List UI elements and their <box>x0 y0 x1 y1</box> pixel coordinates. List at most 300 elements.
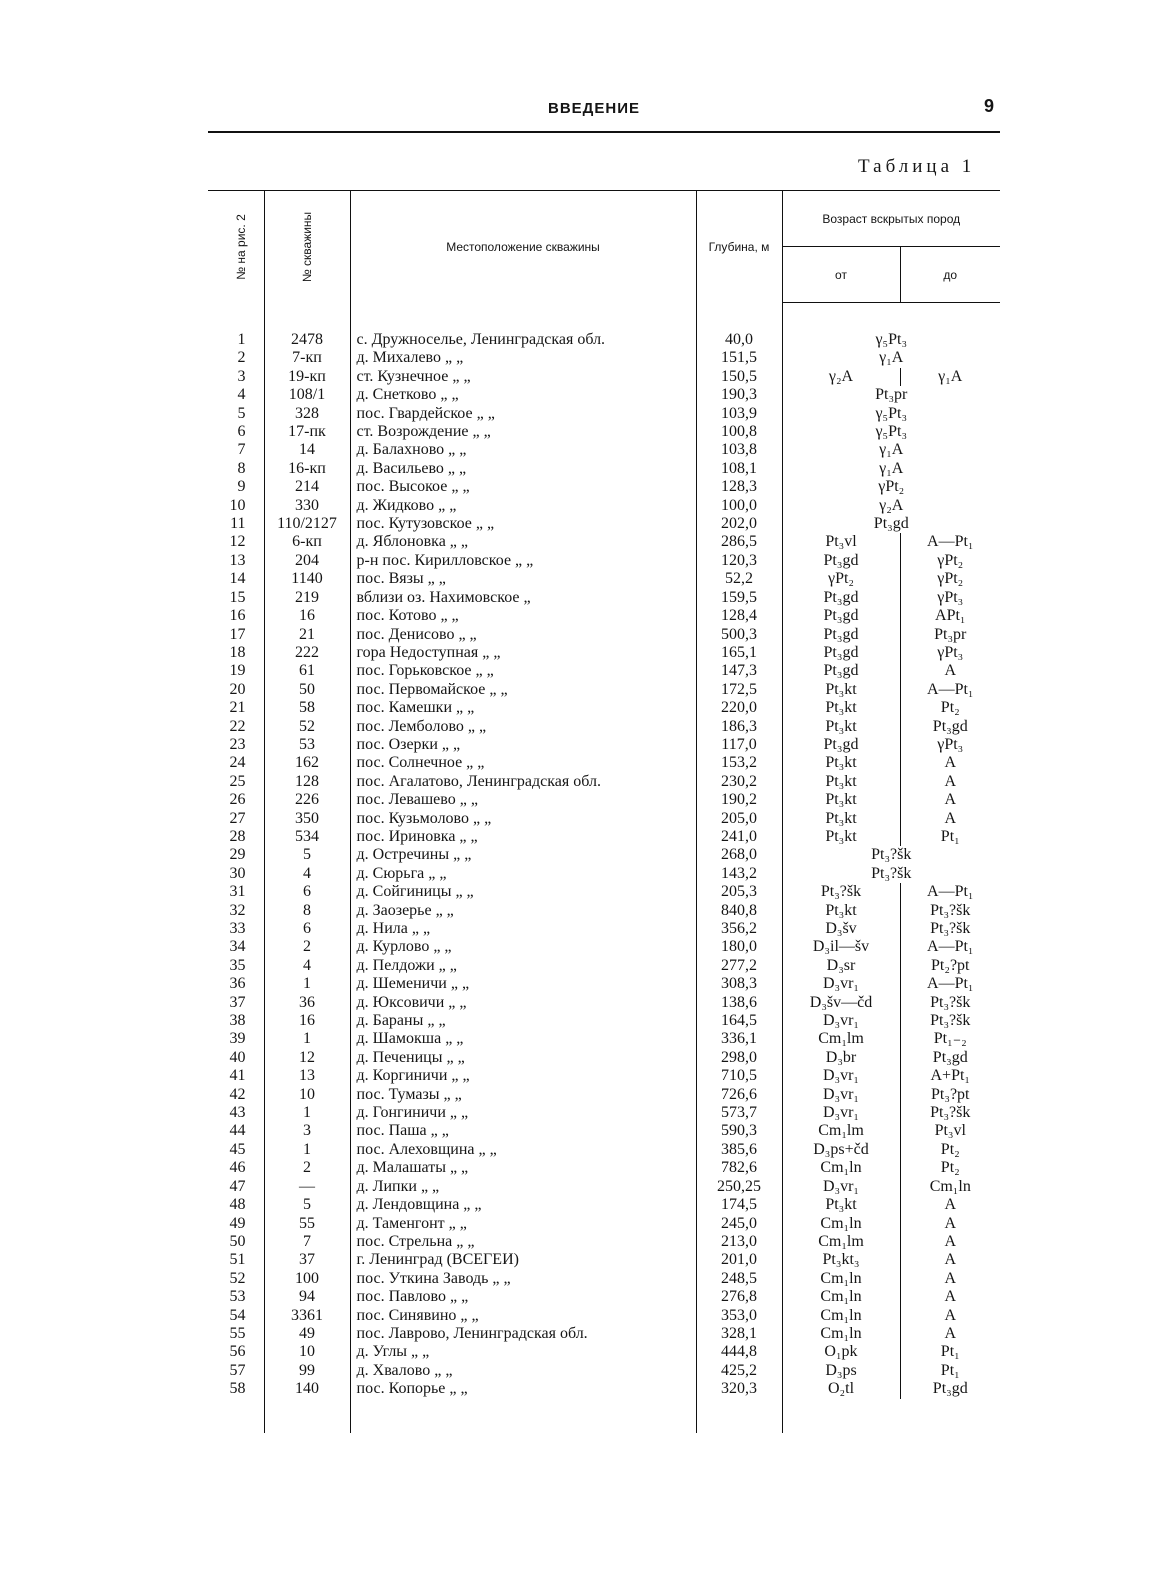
well-no-cell: 52 <box>264 718 350 736</box>
depth-cell: 268,0 <box>696 846 782 864</box>
fig-no-cell: 49 <box>208 1215 264 1233</box>
age-to-cell: A—Pt₁ <box>927 680 974 698</box>
location-cell: д. Сойгиницы „ „ <box>350 883 696 901</box>
depth-cell: 40,0 <box>696 331 782 349</box>
depth-cell: 590,3 <box>696 1122 782 1140</box>
location-cell: д. Снетково „ „ <box>350 386 696 404</box>
age-to-cell: Pt₁ <box>940 1343 960 1361</box>
age-from-cell: Pt₃gd <box>782 552 900 570</box>
well-no-cell: 6 <box>264 920 350 938</box>
depth-cell: 100,8 <box>696 423 782 441</box>
age-from-cell: O₂tl <box>782 1380 900 1398</box>
age-to-cell: γPt₂ <box>937 551 964 569</box>
age-to-cell: γ₁A <box>938 367 963 385</box>
age-cell: γPt₂ <box>878 478 905 496</box>
fig-no-cell: 3 <box>208 368 264 386</box>
fig-no-cell: 54 <box>208 1307 264 1325</box>
table-row <box>208 1251 1000 1269</box>
age-from-cell: Cm₁lm <box>782 1233 900 1251</box>
location-cell: д. Пелдожи „ „ <box>350 957 696 975</box>
fig-no-cell: 37 <box>208 994 264 1012</box>
age-from-cell: Pt₃kt <box>782 699 900 717</box>
location-cell: ст. Кузнечное „ „ <box>350 368 696 386</box>
age-from-cell: Pt₃?šk <box>782 883 900 901</box>
age-to-cell: Pt₂?pt <box>931 956 970 974</box>
depth-cell: 159,5 <box>696 589 782 607</box>
well-no-cell: 94 <box>264 1288 350 1306</box>
fig-no-cell: 32 <box>208 902 264 920</box>
well-no-cell: 330 <box>264 497 350 515</box>
table-row <box>208 626 1000 644</box>
age-from-cell: Cm₁ln <box>782 1215 900 1233</box>
location-cell: пос. Гвардейское „ „ <box>350 405 696 423</box>
well-no-cell: 226 <box>264 791 350 809</box>
location-cell: пос. Паша „ „ <box>350 1122 696 1140</box>
table-row <box>208 570 1000 588</box>
well-no-cell: 1 <box>264 1141 350 1159</box>
table-spacer-row <box>208 303 1000 332</box>
depth-cell: 164,5 <box>696 1012 782 1030</box>
age-from-cell: Pt₃kt <box>782 791 900 809</box>
age-from-cell: D₃šv—čd <box>782 994 900 1012</box>
depth-cell: 153,2 <box>696 754 782 772</box>
age-to-cell: A <box>944 754 957 772</box>
well-no-cell: 222 <box>264 644 350 662</box>
table-row <box>208 957 1000 975</box>
table-row <box>208 1178 1000 1196</box>
age-from-cell: D₃vr₁ <box>782 1178 900 1196</box>
wells-table <box>208 190 1000 1433</box>
well-no-cell: 108/1 <box>264 386 350 404</box>
depth-cell: 172,5 <box>696 681 782 699</box>
fig-no-cell: 12 <box>208 533 264 551</box>
fig-no-cell: 58 <box>208 1380 264 1398</box>
depth-cell: 444,8 <box>696 1343 782 1361</box>
table-caption: Таблица 1 <box>858 156 976 177</box>
well-no-cell: 16-кп <box>264 460 350 478</box>
well-no-cell: 328 <box>264 405 350 423</box>
age-cell: γ₅Pt₃ <box>875 331 908 348</box>
table-row <box>208 589 1000 607</box>
fig-no-cell: 4 <box>208 386 264 404</box>
table-row <box>208 662 1000 680</box>
age-from-cell: Pt₃kt <box>782 754 900 772</box>
well-no-cell: 5 <box>264 846 350 864</box>
fig-no-cell: 18 <box>208 644 264 662</box>
location-cell: д. Коргиничи „ „ <box>350 1067 696 1085</box>
location-cell: пос. Тумазы „ „ <box>350 1086 696 1104</box>
depth-cell: 425,2 <box>696 1362 782 1380</box>
well-no-cell: 6 <box>264 883 350 901</box>
age-to-cell: A—Pt₁ <box>927 938 974 956</box>
depth-cell: 248,5 <box>696 1270 782 1288</box>
depth-cell: 385,6 <box>696 1141 782 1159</box>
age-from-cell: Pt₃gd <box>782 589 900 607</box>
age-from-cell: D₃sr <box>782 957 900 975</box>
age-to-cell: Pt₃?šk <box>930 1104 971 1122</box>
age-to-cell: Pt₃vl <box>934 1122 966 1140</box>
table-row <box>208 846 1000 864</box>
age-from-cell: Cm₁ln <box>782 1159 900 1177</box>
location-cell: с. Дружноселье, Ленинградская обл. <box>350 331 696 349</box>
col-header-age-from: от <box>782 247 900 303</box>
location-cell: пос. Копорье „ „ <box>350 1380 696 1398</box>
fig-no-cell: 48 <box>208 1196 264 1214</box>
depth-cell: 336,1 <box>696 1030 782 1048</box>
well-no-cell: 8 <box>264 902 350 920</box>
fig-no-cell: 51 <box>208 1251 264 1269</box>
location-cell: г. Ленинград (ВСЕГЕИ) <box>350 1251 696 1269</box>
depth-cell: 165,1 <box>696 644 782 662</box>
fig-no-cell: 23 <box>208 736 264 754</box>
table-row <box>208 773 1000 791</box>
depth-cell: 308,3 <box>696 975 782 993</box>
age-to-cell: Cm₁ln <box>929 1177 971 1195</box>
location-cell: пос. Денисово „ „ <box>350 626 696 644</box>
age-from-cell: Pt₃kt₃ <box>782 1251 900 1269</box>
location-cell: пос. Уткина Заводь „ „ <box>350 1270 696 1288</box>
fig-no-cell: 8 <box>208 460 264 478</box>
depth-cell: 120,3 <box>696 552 782 570</box>
location-cell: д. Курлово „ „ <box>350 938 696 956</box>
table-row <box>208 902 1000 920</box>
age-cell: Pt₃?šk <box>871 846 912 864</box>
depth-cell: 353,0 <box>696 1307 782 1325</box>
table-row <box>208 349 1000 367</box>
well-no-cell: 58 <box>264 699 350 717</box>
fig-no-cell: 2 <box>208 349 264 367</box>
depth-cell: 840,8 <box>696 902 782 920</box>
age-cell: Pt₃gd <box>873 515 909 533</box>
depth-cell: 117,0 <box>696 736 782 754</box>
depth-cell: 298,0 <box>696 1049 782 1067</box>
well-no-cell: 37 <box>264 1251 350 1269</box>
well-no-cell: 534 <box>264 828 350 846</box>
location-cell: пос. Камешки „ „ <box>350 699 696 717</box>
well-no-cell: 21 <box>264 626 350 644</box>
col-header-depth: Глубина, м <box>696 191 782 303</box>
fig-no-cell: 43 <box>208 1104 264 1122</box>
fig-no-cell: 11 <box>208 515 264 533</box>
fig-no-cell: 47 <box>208 1178 264 1196</box>
fig-no-cell: 33 <box>208 920 264 938</box>
fig-no-cell: 44 <box>208 1122 264 1140</box>
well-no-cell: 4 <box>264 957 350 975</box>
location-cell: вблизи оз. Нахимовское „ <box>350 589 696 607</box>
well-no-cell: 1 <box>264 975 350 993</box>
well-no-cell: 7-кп <box>264 349 350 367</box>
location-cell: пос. Лаврово, Ленинградская обл. <box>350 1325 696 1343</box>
well-no-cell: 53 <box>264 736 350 754</box>
age-to-cell: Pt₃gd <box>932 717 968 735</box>
table-row <box>208 478 1000 496</box>
age-to-cell: A <box>944 662 957 680</box>
well-no-cell: 13 <box>264 1067 350 1085</box>
age-to-cell: Pt₂ <box>940 1140 960 1158</box>
table-row <box>208 368 1000 386</box>
fig-no-cell: 22 <box>208 718 264 736</box>
depth-cell: 52,2 <box>696 570 782 588</box>
location-cell: д. Таменгонт „ „ <box>350 1215 696 1233</box>
well-no-cell: 50 <box>264 681 350 699</box>
depth-cell: 190,3 <box>696 386 782 404</box>
depth-cell: 138,6 <box>696 994 782 1012</box>
location-cell: пос. Агалатово, Ленинградская обл. <box>350 773 696 791</box>
fig-no-cell: 15 <box>208 589 264 607</box>
table-row <box>208 1049 1000 1067</box>
location-cell: пос. Кузьмолово „ „ <box>350 810 696 828</box>
well-no-cell: 2478 <box>264 331 350 349</box>
age-to-cell: Pt₃gd <box>932 1380 968 1398</box>
location-cell: д. Шеменичи „ „ <box>350 975 696 993</box>
age-from-cell: D₃br <box>782 1049 900 1067</box>
table-tail-row <box>208 1399 1000 1433</box>
location-cell: пос. Первомайское „ „ <box>350 681 696 699</box>
fig-no-cell: 57 <box>208 1362 264 1380</box>
well-no-cell: 1140 <box>264 570 350 588</box>
depth-cell: 143,2 <box>696 865 782 883</box>
age-to-cell: γPt₂ <box>937 570 964 588</box>
well-no-cell: 12 <box>264 1049 350 1067</box>
fig-no-cell: 26 <box>208 791 264 809</box>
well-no-cell: 219 <box>264 589 350 607</box>
well-no-cell: 2 <box>264 1159 350 1177</box>
table-row <box>208 1325 1000 1343</box>
table-row <box>208 552 1000 570</box>
table-row <box>208 1380 1000 1398</box>
fig-no-cell: 42 <box>208 1086 264 1104</box>
table-row <box>208 920 1000 938</box>
age-to-cell: A <box>944 1324 957 1342</box>
age-to-cell: Pt₂ <box>940 699 960 717</box>
table-row <box>208 331 1000 349</box>
age-to-cell: A+Pt₁ <box>930 1067 970 1085</box>
depth-cell: 220,0 <box>696 699 782 717</box>
well-no-cell: 5 <box>264 1196 350 1214</box>
age-to-cell: A <box>944 791 957 809</box>
depth-cell: 241,0 <box>696 828 782 846</box>
table-row <box>208 938 1000 956</box>
fig-no-cell: 34 <box>208 938 264 956</box>
location-cell: д. Сюрьга „ „ <box>350 865 696 883</box>
fig-no-cell: 40 <box>208 1049 264 1067</box>
col-header-age-to: до <box>900 247 1000 303</box>
table-row <box>208 736 1000 754</box>
running-title: ВВЕДЕНИЕ <box>548 100 640 117</box>
well-no-cell: 14 <box>264 441 350 459</box>
fig-no-cell: 35 <box>208 957 264 975</box>
table-row <box>208 423 1000 441</box>
age-to-cell: Pt₃?šk <box>930 1012 971 1030</box>
age-from-cell: Pt₃gd <box>782 626 900 644</box>
location-cell: д. Лендовщина „ „ <box>350 1196 696 1214</box>
fig-no-cell: 36 <box>208 975 264 993</box>
table-row <box>208 1233 1000 1251</box>
fig-no-cell: 31 <box>208 883 264 901</box>
well-no-cell: 214 <box>264 478 350 496</box>
fig-no-cell: 9 <box>208 478 264 496</box>
table-row <box>208 1159 1000 1177</box>
age-cell: γ₅Pt₃ <box>875 404 908 422</box>
depth-cell: 205,0 <box>696 810 782 828</box>
location-cell: д. Яблоновка „ „ <box>350 533 696 551</box>
age-to-cell: Pt₃?šk <box>930 993 971 1011</box>
fig-no-cell: 29 <box>208 846 264 864</box>
age-from-cell: Cm₁lm <box>782 1030 900 1048</box>
location-cell: пос. Левашево „ „ <box>350 791 696 809</box>
age-to-cell: Pt₃pr <box>934 625 967 643</box>
age-to-cell: A <box>944 1232 957 1250</box>
fig-no-cell: 28 <box>208 828 264 846</box>
depth-cell: 500,3 <box>696 626 782 644</box>
table-row <box>208 681 1000 699</box>
location-cell: гора Недоступная „ „ <box>350 644 696 662</box>
table-row <box>208 754 1000 772</box>
age-to-cell: Pt₁₋₂ <box>933 1030 967 1048</box>
age-from-cell: D₃šv <box>782 920 900 938</box>
age-to-cell: A—Pt₁ <box>927 533 974 551</box>
location-cell: пос. Солнечное „ „ <box>350 754 696 772</box>
well-no-cell: 140 <box>264 1380 350 1398</box>
location-cell: д. Шамокша „ „ <box>350 1030 696 1048</box>
location-cell: д. Юксовичи „ „ <box>350 994 696 1012</box>
age-from-cell: Pt₃gd <box>782 607 900 625</box>
table-row <box>208 828 1000 846</box>
age-from-cell: Pt₃kt <box>782 828 900 846</box>
age-from-cell: D₃il—šv <box>782 938 900 956</box>
well-no-cell: 6-кп <box>264 533 350 551</box>
location-cell: д. Углы „ „ <box>350 1343 696 1361</box>
age-to-cell: A <box>944 1306 957 1324</box>
table-row <box>208 607 1000 625</box>
age-to-cell: A—Pt₁ <box>927 883 974 901</box>
location-cell: пос. Ириновка „ „ <box>350 828 696 846</box>
fig-no-cell: 27 <box>208 810 264 828</box>
fig-no-cell: 30 <box>208 865 264 883</box>
table-row <box>208 883 1000 901</box>
location-cell: д. Малашаты „ „ <box>350 1159 696 1177</box>
fig-no-cell: 6 <box>208 423 264 441</box>
depth-cell: 782,6 <box>696 1159 782 1177</box>
table-row <box>208 386 1000 404</box>
depth-cell: 180,0 <box>696 938 782 956</box>
table-row <box>208 1012 1000 1030</box>
location-cell: д. Васильево „ „ <box>350 460 696 478</box>
well-no-cell: 110/2127 <box>264 515 350 533</box>
depth-cell: 147,3 <box>696 662 782 680</box>
table-row <box>208 1086 1000 1104</box>
well-no-cell: 1 <box>264 1030 350 1048</box>
fig-no-cell: 21 <box>208 699 264 717</box>
age-to-cell: Pt₂ <box>940 1159 960 1177</box>
table-row <box>208 1288 1000 1306</box>
age-from-cell: D₃vr₁ <box>782 975 900 993</box>
age-to-cell: Pt₃?šk <box>930 920 971 937</box>
fig-no-cell: 19 <box>208 662 264 680</box>
well-no-cell: 128 <box>264 773 350 791</box>
fig-no-cell: 41 <box>208 1067 264 1085</box>
depth-cell: 320,3 <box>696 1380 782 1398</box>
depth-cell: 174,5 <box>696 1196 782 1214</box>
table-row <box>208 718 1000 736</box>
age-from-cell: Cm₁ln <box>782 1270 900 1288</box>
depth-cell: 108,1 <box>696 460 782 478</box>
fig-no-cell: 14 <box>208 570 264 588</box>
depth-cell: 245,0 <box>696 1215 782 1233</box>
col-header-location: Местоположение скважины <box>350 191 696 303</box>
age-cell: γ₁A <box>879 441 904 459</box>
table-row <box>208 810 1000 828</box>
table-row <box>208 515 1000 533</box>
age-to-cell: A <box>944 772 957 790</box>
location-cell: д. Заозерье „ „ <box>350 902 696 920</box>
depth-cell: 277,2 <box>696 957 782 975</box>
well-no-cell: 99 <box>264 1362 350 1380</box>
table-row <box>208 1030 1000 1048</box>
well-no-cell: 61 <box>264 662 350 680</box>
table-row <box>208 1104 1000 1122</box>
age-to-cell: Pt₃?pt <box>931 1085 970 1103</box>
well-no-cell: 19-кп <box>264 368 350 386</box>
depth-cell: 186,3 <box>696 718 782 736</box>
well-no-cell: 3 <box>264 1122 350 1140</box>
location-cell: пос. Стрельна „ „ <box>350 1233 696 1251</box>
depth-cell: 573,7 <box>696 1104 782 1122</box>
well-no-cell: 350 <box>264 810 350 828</box>
location-cell: д. Хвалово „ „ <box>350 1362 696 1380</box>
age-to-cell: A—Pt₁ <box>927 975 974 993</box>
well-no-cell: 162 <box>264 754 350 772</box>
table-header-row <box>208 191 1000 247</box>
location-cell: пос. Высокое „ „ <box>350 478 696 496</box>
location-cell: пос. Котово „ „ <box>350 607 696 625</box>
depth-cell: 205,3 <box>696 883 782 901</box>
location-cell: пос. Озерки „ „ <box>350 736 696 754</box>
age-from-cell: Pt₃gd <box>782 662 900 680</box>
location-cell: д. Бараны „ „ <box>350 1012 696 1030</box>
location-cell: пос. Лемболово „ „ <box>350 718 696 736</box>
age-to-cell: A <box>944 1214 957 1232</box>
table-row <box>208 644 1000 662</box>
depth-cell: 286,5 <box>696 533 782 551</box>
age-from-cell: D₃vr₁ <box>782 1086 900 1104</box>
location-cell: д. Остречины „ „ <box>350 846 696 864</box>
well-no-cell: 204 <box>264 552 350 570</box>
age-from-cell: D₃vr₁ <box>782 1104 900 1122</box>
table-row <box>208 865 1000 883</box>
table-row <box>208 1122 1000 1140</box>
table-row <box>208 1307 1000 1325</box>
age-to-cell: Pt₃gd <box>932 1048 968 1066</box>
well-no-cell: 7 <box>264 1233 350 1251</box>
age-cell: Pt₃?šk <box>871 864 912 882</box>
depth-cell: 100,0 <box>696 497 782 515</box>
depth-cell: 150,5 <box>696 368 782 386</box>
table-row <box>208 1270 1000 1288</box>
well-no-cell: 1 <box>264 1104 350 1122</box>
age-from-cell: D₃vr₁ <box>782 1012 900 1030</box>
table-row <box>208 1215 1000 1233</box>
age-from-cell: Pt₃gd <box>782 736 900 754</box>
table-row <box>208 405 1000 423</box>
age-to-cell: A <box>944 1288 957 1306</box>
location-cell: д. Балахново „ „ <box>350 441 696 459</box>
age-from-cell: Pt₃kt <box>782 773 900 791</box>
fig-no-cell: 45 <box>208 1141 264 1159</box>
depth-cell: 103,8 <box>696 441 782 459</box>
page-header <box>208 96 998 132</box>
fig-no-cell: 7 <box>208 441 264 459</box>
